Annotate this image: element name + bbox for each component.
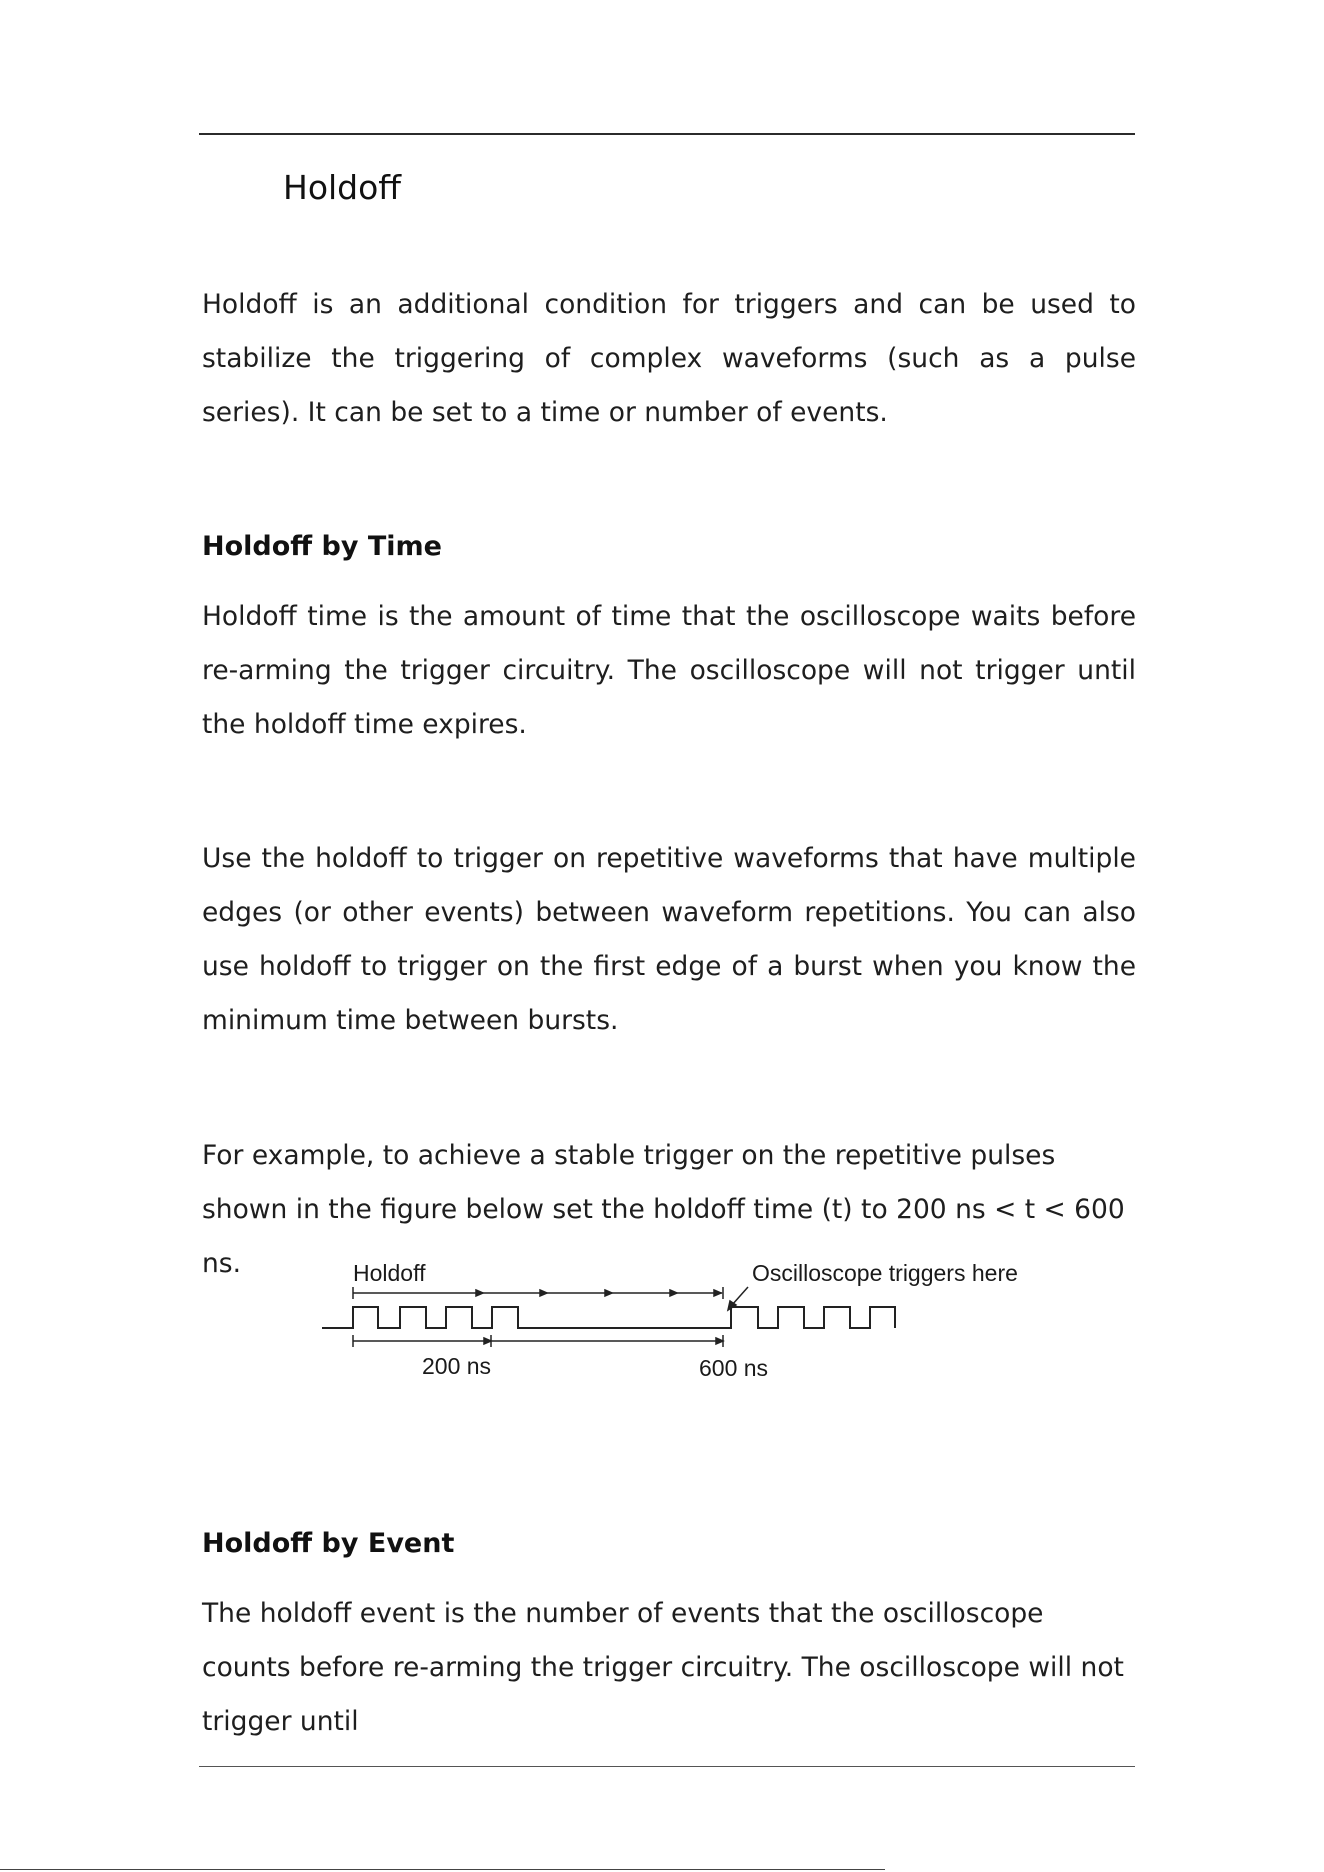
figure-label-trigger: Oscilloscope triggers here: [752, 1260, 1018, 1286]
holdoff-time-paragraph: Holdoff time is the amount of time that the oscilloscope waits before re-arming the trigger circuitry. The oscilloscope will not trigger until the holdoff time expires.: [202, 601, 1136, 740]
pulse-waveform: [322, 1307, 895, 1328]
intro-paragraph: Holdoff is an additional condition for triggers and can be used to stabilize the triggering of complex waveforms (such as a pulse series). It can be set to a time or number of events.: [202, 289, 1136, 428]
holdoff-arrow: [353, 1287, 723, 1299]
holdoff-usage-paragraph: Use the holdoff to trigger on repetitive waveforms that have multiple edges (or other events) between waveform repetitions. You can also use holdoff to trigger on the first edge of a burst when you know the minimum time between bursts.: [202, 843, 1136, 1036]
header-rule: [199, 133, 1135, 135]
page-edge-rule: [0, 1869, 885, 1870]
holdoff-event-paragraph: The holdoff event is the number of events that the oscilloscope counts before re-arming the trigger circuitry. The oscilloscope will not trigger until: [202, 1598, 1124, 1737]
holdoff-timing-diagram: [318, 1255, 1048, 1405]
figure-label-600ns: 600 ns: [699, 1355, 769, 1381]
section-heading-holdoff-by-time: Holdoff by Time: [202, 531, 442, 562]
section-heading-holdoff-by-event: Holdoff by Event: [202, 1528, 455, 1559]
figure-label-holdoff: Holdoff: [353, 1260, 426, 1286]
page-title: Holdoff: [283, 168, 402, 207]
time-measurement-line: [353, 1335, 723, 1347]
holdoff-example-paragraph: For example, to achieve a stable trigger on the repetitive pulses shown in the figure below set the holdoff time (t) to 200 ns < t < 600 ns.: [202, 1140, 1125, 1279]
figure-label-200ns: 200 ns: [422, 1353, 492, 1379]
footer-rule: [199, 1766, 1135, 1767]
